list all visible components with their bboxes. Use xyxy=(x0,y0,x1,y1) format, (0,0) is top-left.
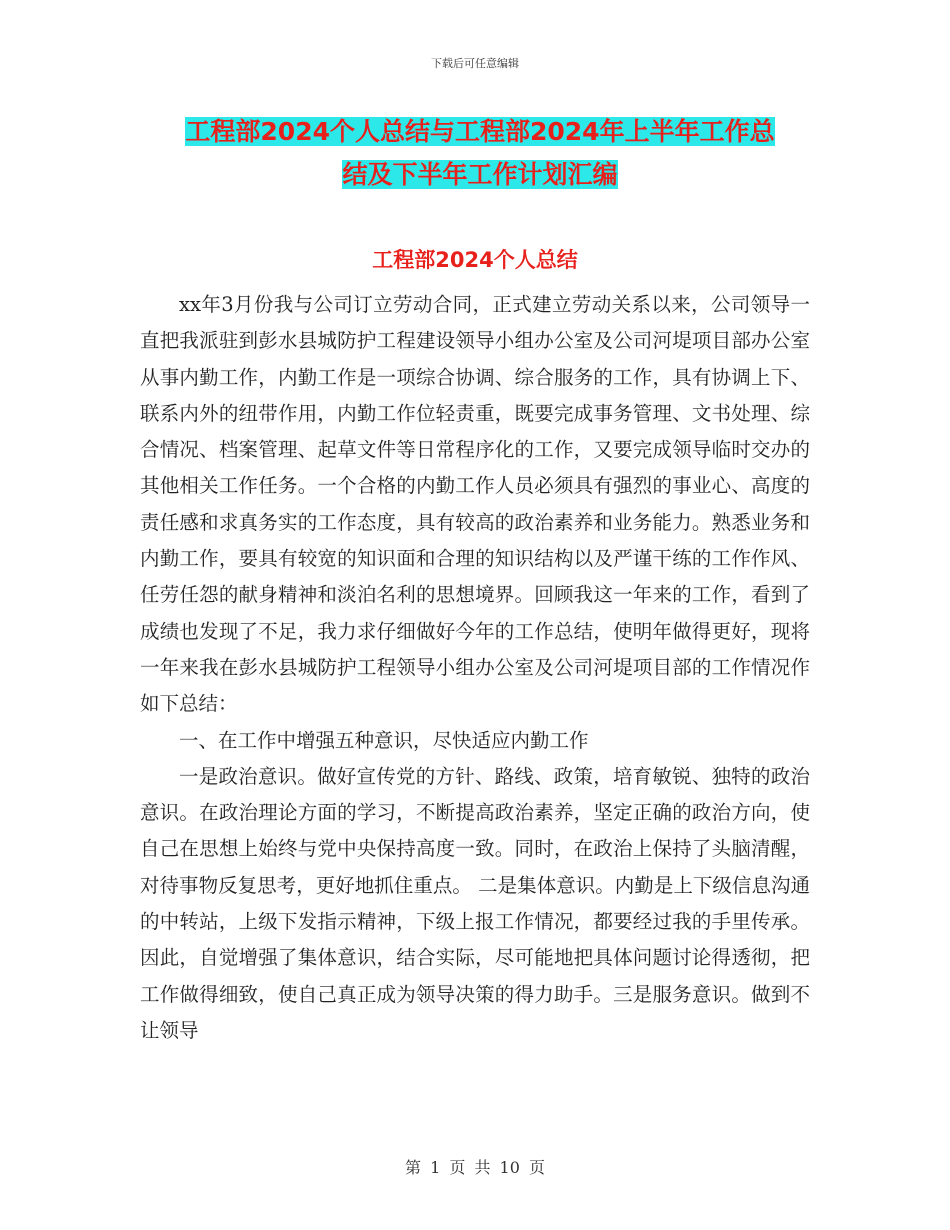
document-title-line-1: 工程部2024个人总结与工程部2024年上半年工作总 xyxy=(185,117,775,146)
body-text xyxy=(140,287,810,1049)
section-title: 工程部2024个人总结 xyxy=(372,248,578,272)
page-number: 第 1 页 共 10 页 xyxy=(405,1158,545,1177)
paragraph: xx年3月份我与公司订立劳动合同，正式建立劳动关系以来，公司领导一直把我派驻到彭水县城防护工程建设领导小组办公室及公司河堤项目部办公室从事内勤工作，内勤工作是一项综合协调、综合服务的工作，具有协调上下、联系内外的纽带作用，内勤工作位轻责重，既要完成事务管理、文书处理、综合情况、档案管理、起草文件等日常程序化的工作，又要完成领导临时交办的其他相关工作任务。一个合格的内勤工作人员必须具有强烈的事业心、高度的责任感和求真务实的工作态度，具有较高的政治素养和业务能力。熟悉业务和内勤工作，要具有较宽的知识面和合理的知识结构以及严谨干练的工作作风、任劳任怨的献身精神和淡泊名利的思想境界。回顾我这一年来的工作，看到了成绩也发现了不足，我力求仔细做好今年的工作总结，使明年做得更好，现将一年来我在彭水县城防护工程领导小组办公室及公司河堤项目部的工作情况作如下总结： xyxy=(140,293,810,716)
document-title-line-2: 结及下半年工作计划汇编 xyxy=(342,160,618,189)
header-note: 下载后可任意编辑 xyxy=(431,57,519,70)
paragraph: 一是政治意识。做好宣传党的方针、路线、政策，培育敏锐、独特的政治意识。在政治理论方面的学习，不断提高政治素养，坚定正确的政治方向，使自己在思想上始终与党中央保持高度一致。同时，在政治上保持了头脑清醒，对待事物反复思考，更好地抓住重点。 二是集体意识。内勤是上下级信息沟通的中转站，上级下发指示精神，下级上报工作情况，都要经过我的手里传承。因此，自觉增强了集体意识，结合实际，尽可能地把具体问题讨论得透彻，把工作做得细致，使自己真正成为领导决策的得力助手。三是服务意识。做到不让领导 xyxy=(140,764,810,1042)
paragraph-heading: 一、在工作中增强五种意识，尽快适应内勤工作 xyxy=(179,728,589,752)
